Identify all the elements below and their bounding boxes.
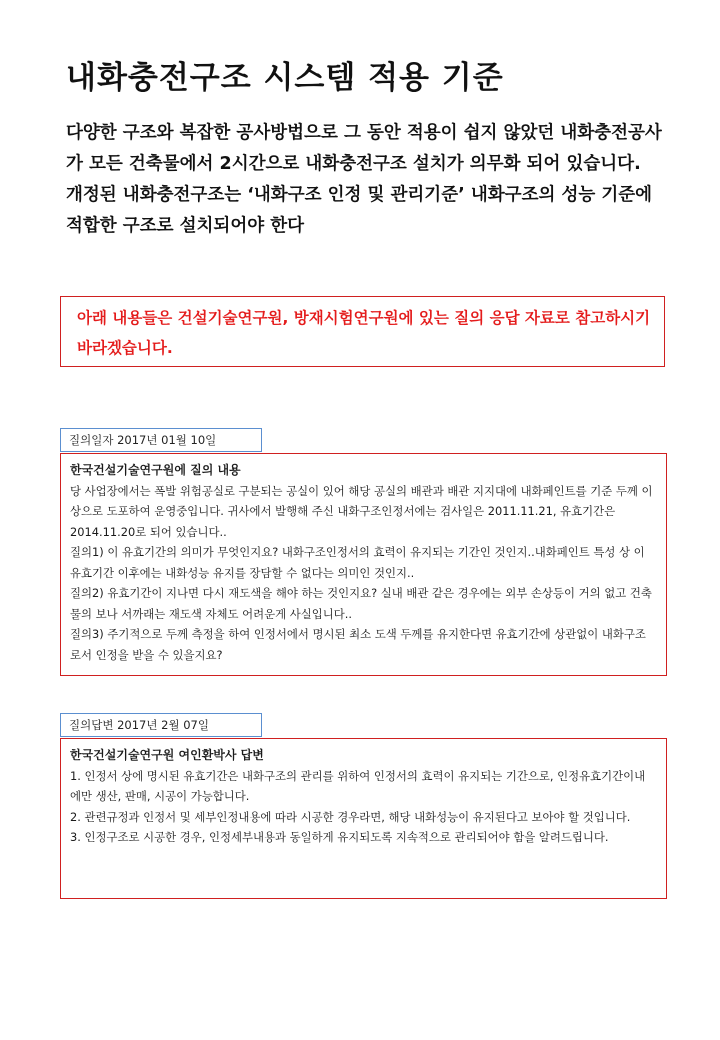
inquiry-date-label: 질의일자 2017년 01월 10일 (60, 428, 262, 452)
answer-date-label: 질의답변 2017년 2월 07일 (60, 713, 262, 737)
intro-text (66, 118, 666, 242)
page-title: 내화충전구조 시스템 적용 기준 (66, 60, 504, 96)
intro-paragraph: 개정된 내화충전구조는 ‘내화구조 인정 및 관리기준’ 내화구조의 성능 기준에 적합한 구조로 설치되어야 한다 (66, 185, 653, 236)
answer-box (60, 738, 667, 899)
question-3: 질의3) 주기적으로 두께 측정을 하여 인정서에서 명시된 최소 도색 두께를 유지한다면 유효기간에 상관없이 내화구조로서 인정을 받을 수 있을지요? (70, 627, 646, 662)
inquiry-body: 당 사업장에서는 폭발 위험공실로 구분되는 공실이 있어 해당 공실의 배관과 배관 지지대에 내화페인트를 기준 두께 이상으로 도포하여 운영중입니다. 귀사에서 발행해 주신 내화구조인정서에는 검사일은 2011.11.21, 유효기간은 2014.11.20로 되어 있습니다.. (70, 483, 653, 539)
answer-1: 1. 인정서 상에 명시된 유효기간은 내화구조의 관리를 위하여 인정서의 효력이 유지되는 기간으로, 인정유효기간이내에만 생산, 판매, 시공이 가능합니다. (70, 768, 646, 803)
inquiry-box (60, 453, 667, 676)
question-1: 질의1) 이 유효기간의 의미가 무엇인지요? 내화구조인정서의 효력이 유지되는 기간인 것인지..내화페인트 특성 상 이 유효기간 이후에는 내화성능 유지를 장담할 수 없다는 의미인 것인지.. (70, 545, 645, 580)
inquiry-heading: 한국건설기술연구원에 질의 내용 (70, 463, 241, 477)
notice-box: 아래 내용들은 건설기술연구원, 방재시험연구원에 있는 질의 응답 자료로 참고하시기 바라겠습니다. (60, 296, 665, 367)
intro-paragraph: 다양한 구조와 복잡한 공사방법으로 그 동안 적용이 쉽지 않았던 내화충전공사가 모든 건축물에서 2시간으로 내화충전구조 설치가 의무화 되어 있습니다. (66, 123, 662, 174)
answer-heading: 한국건설기술연구원 여인환박사 답변 (70, 748, 264, 762)
answer-3: 3. 인정구조로 시공한 경우, 인정세부내용과 동일하게 유지되도록 지속적으로 관리되어야 함을 알려드립니다. (70, 830, 609, 844)
question-2: 질의2) 유효기간이 지나면 다시 재도색을 해야 하는 것인지요? 실내 배관 같은 경우에는 외부 손상등이 거의 없고 건축물의 보나 서까래는 재도색 자체도 어려운게 사실입니다.. (70, 586, 652, 621)
answer-2: 2. 관련규정과 인정서 및 세부인정내용에 따라 시공한 경우라면, 해당 내화성능이 유지된다고 보아야 할 것입니다. (70, 809, 631, 824)
